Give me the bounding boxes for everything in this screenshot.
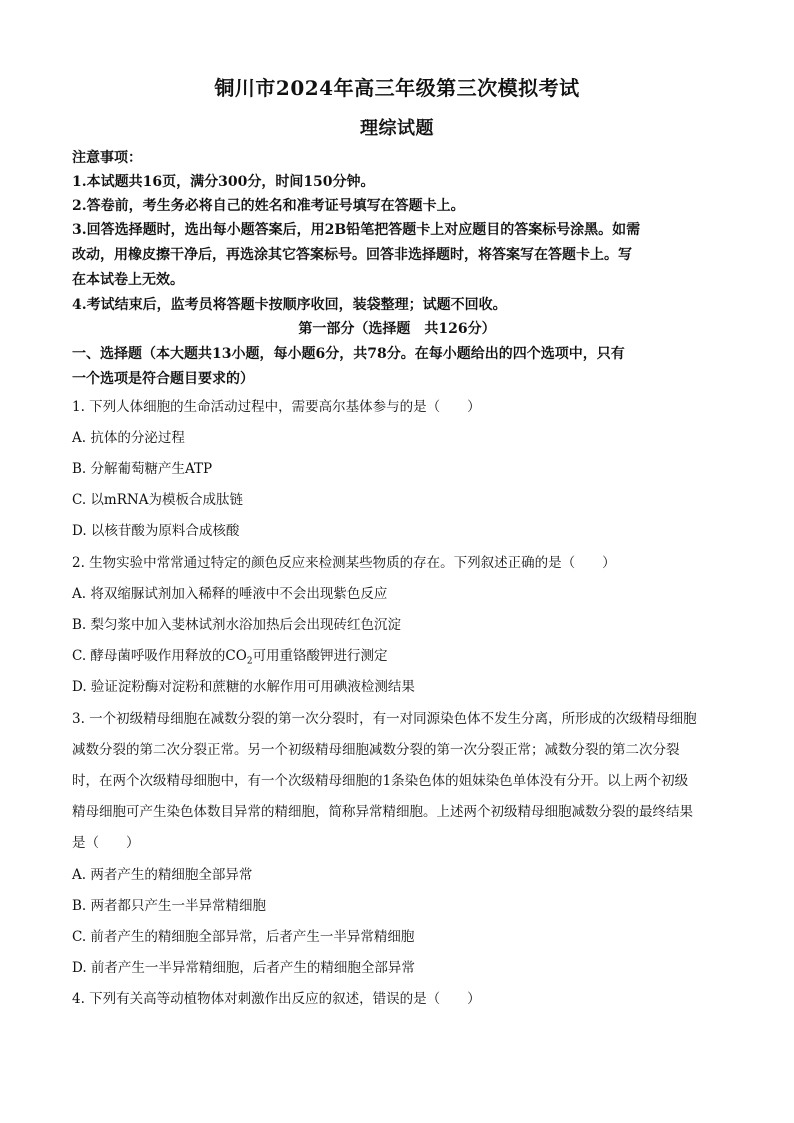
question-2-option-b: B. 梨匀浆中加入斐林试剂水浴加热后会出现砖红色沉淀 bbox=[72, 617, 402, 633]
question-1-option-a: A. 抗体的分泌过程 bbox=[72, 430, 185, 446]
question-1-stem: 1. 下列人体细胞的生命活动过程中，需要高尔基体参与的是（ ） bbox=[72, 399, 481, 415]
question-3-option-b: B. 两者都只产生一半异常精细胞 bbox=[72, 898, 267, 914]
question-3-stem-line: 时，在两个次级精母细胞中，有一个次级精母细胞的1条染色体的姐妹染色单体没有分开。以上两个初级 bbox=[72, 773, 689, 789]
notice-item: 1.本试题共16页，满分300分，时间150分钟。 bbox=[72, 174, 375, 190]
question-3-stem-line: 精母细胞可产生染色体数目异常的精细胞，简称异常精细胞。上述两个初级精母细胞减数分裂的最终结果 bbox=[72, 804, 693, 820]
notice-item: 在本试卷上无效。 bbox=[72, 272, 184, 288]
notice-item: 4.考试结束后，监考员将答题卡按顺序收回，装袋整理；试题不回收。 bbox=[72, 297, 507, 313]
question-2-stem: 2. 生物实验中常常通过特定的颜色反应来检测某些物质的存在。下列叙述正确的是（ ） bbox=[72, 555, 616, 571]
question-2-option-d: D. 验证淀粉酶对淀粉和蔗糖的水解作用可用碘液检测结果 bbox=[72, 679, 415, 695]
notice-item: 改动，用橡皮擦干净后，再选涂其它答案标号。回答非选择题时，将答案写在答题卡上。写 bbox=[72, 247, 632, 263]
subscript-2: 2 bbox=[246, 656, 253, 667]
notice-heading: 注意事项： bbox=[72, 150, 142, 166]
question-3-stem-line: 3. 一个初级精母细胞在减数分裂的第一次分裂时，有一对同源染色体不发生分离，所形成的次级精母细胞 bbox=[72, 711, 697, 727]
question-3-stem-line: 是（ ） bbox=[72, 835, 140, 851]
part-heading: 第一部分（选择题 共126分） bbox=[298, 321, 496, 337]
question-1-option-d: D. 以核苷酸为原料合成核酸 bbox=[72, 523, 240, 539]
option-c-text: C. 酵母菌呼吸作用释放的CO bbox=[72, 648, 247, 664]
section-heading-cont: 一个选项是符合题目要求的） bbox=[72, 371, 254, 387]
question-3-stem-line: 减数分裂的第二次分裂正常。另一个初级精母细胞减数分裂的第一次分裂正常；减数分裂的第二次分裂 bbox=[72, 742, 680, 758]
document-title: 铜川市2024年高三年级第三次模拟考试 bbox=[214, 76, 580, 100]
question-3-option-a: A. 两者产生的精细胞全部异常 bbox=[72, 867, 253, 883]
question-3-option-c: C. 前者产生的精细胞全部异常，后者产生一半异常精细胞 bbox=[72, 929, 415, 945]
question-4-stem: 4. 下列有关高等动植物体对刺激作出反应的叙述，错误的是（ ） bbox=[72, 991, 481, 1007]
question-2-option-a: A. 将双缩脲试剂加入稀释的唾液中不会出现紫色反应 bbox=[72, 586, 388, 602]
question-3-option-d: D. 前者产生一半异常精细胞，后者产生的精细胞全部异常 bbox=[72, 960, 415, 976]
option-c-tail: 可用重铬酸钾进行测定 bbox=[252, 648, 388, 664]
question-1-option-b: B. 分解葡萄糖产生ATP bbox=[72, 461, 213, 477]
question-1-option-c: C. 以mRNA为模板合成肽链 bbox=[72, 492, 243, 508]
question-2-option-c bbox=[72, 646, 388, 672]
section-heading: 一、选择题（本大题共13小题，每小题6分，共78分。在每小题给出的四个选项中，只有 bbox=[72, 346, 625, 362]
document-subtitle: 理综试题 bbox=[360, 118, 434, 139]
notice-item: 2.答卷前，考生务必将自己的姓名和准考证号填写在答题卡上。 bbox=[72, 198, 465, 214]
notice-item: 3.回答选择题时，选出每小题答案后，用2B铅笔把答题卡上对应题目的答案标号涂黑。如需 bbox=[72, 222, 641, 238]
